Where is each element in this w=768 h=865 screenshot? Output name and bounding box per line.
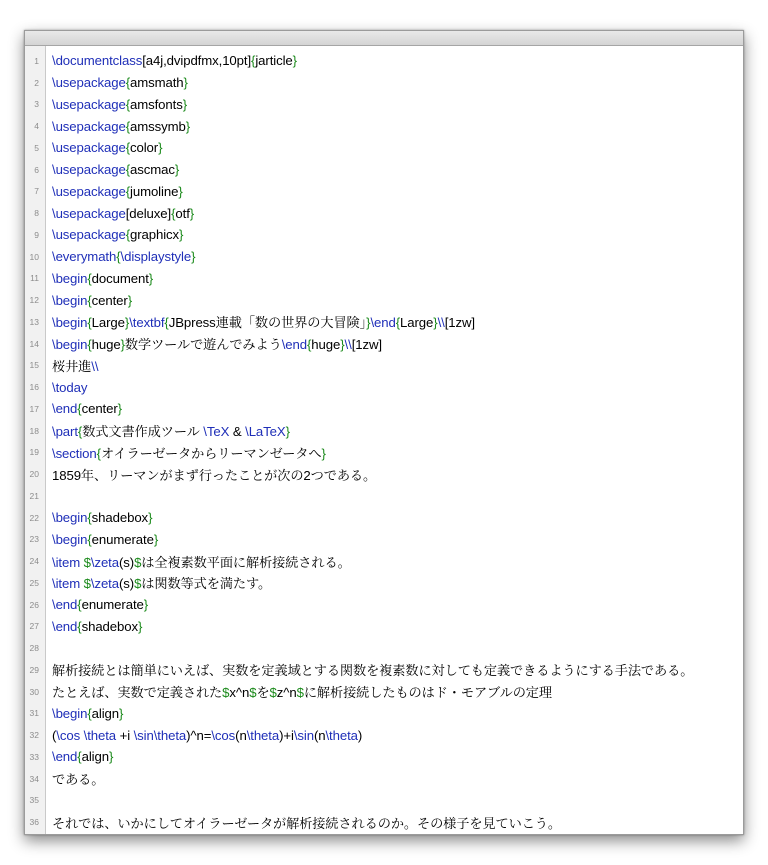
line-content — [52, 706, 123, 721]
code-token-text: ( — [52, 727, 57, 743]
code-token-text: align — [91, 705, 120, 721]
code-token-text: jumoline — [130, 183, 179, 199]
line-content — [52, 510, 152, 525]
code-token-brace: { — [87, 292, 92, 308]
line-content — [52, 271, 153, 286]
line-number: 20 — [29, 469, 39, 480]
code-token-brace: } — [138, 618, 143, 634]
code-token-cmd: \\ — [437, 315, 445, 331]
code-token-text: それでは、いかにしてオイラーゼータが解析接続されるのか。その様子を見ていこう。 — [52, 815, 561, 831]
code-token-brace: } — [433, 315, 438, 331]
code-line[interactable] — [25, 289, 743, 311]
line-number: 17 — [29, 403, 39, 414]
line-number: 8 — [34, 208, 39, 219]
code-token-cmd: \sin\theta — [133, 727, 187, 743]
code-token-cmd: \section — [52, 445, 97, 461]
line-content — [52, 334, 382, 353]
code-token-text: Large — [91, 315, 125, 331]
line-content — [52, 75, 188, 90]
code-token-cmd: \cos — [211, 727, 236, 743]
line-number: 27 — [29, 621, 39, 632]
code-token-cmd: \documentclass — [52, 53, 143, 69]
code-token-cmd: \begin — [52, 705, 88, 721]
code-token-text: たとえば、実数で定義された — [52, 685, 223, 701]
code-token-brace: } — [285, 424, 290, 440]
code-line[interactable] — [25, 703, 743, 725]
code-token-text: document — [91, 270, 149, 286]
code-token-text: 数学ツールで遊んでみよう — [124, 337, 282, 353]
code-token-cmd: \cos \theta — [56, 727, 117, 743]
code-token-text: )+i — [279, 727, 294, 743]
line-number: 10 — [29, 251, 39, 262]
code-token-brace: { — [116, 249, 121, 265]
code-token-cmd: \usepackage — [52, 75, 126, 91]
line-content — [52, 97, 187, 112]
code-token-text: [1zw] — [351, 337, 382, 353]
code-line[interactable] — [25, 463, 743, 485]
line-number: 3 — [34, 99, 39, 110]
code-token-cmd: \end — [52, 401, 78, 417]
line-content — [52, 401, 122, 416]
code-line[interactable] — [25, 355, 743, 377]
line-number: 14 — [29, 338, 39, 349]
code-token-brace: { — [87, 315, 92, 331]
line-content — [52, 597, 148, 612]
code-token-text: ) — [357, 727, 363, 743]
code-token-brace: } — [185, 118, 191, 134]
code-token-text: jarticle — [255, 53, 293, 69]
line-number: 32 — [29, 730, 39, 741]
line-number: 12 — [29, 295, 39, 306]
code-token-cmd: \usepackage — [52, 227, 126, 243]
code-line[interactable] — [25, 398, 743, 420]
line-number: 29 — [29, 664, 39, 675]
line-content — [52, 573, 271, 592]
line-number: 4 — [34, 121, 39, 132]
code-token-text: amsfonts — [130, 96, 183, 112]
code-token-brace: { — [125, 75, 130, 91]
code-token-math: $ — [83, 554, 91, 570]
code-token-text: 桜井進 — [52, 358, 92, 374]
code-token-text: JBpress連載「数の世界の大冒険」 — [168, 315, 367, 331]
code-token-text: [deluxe] — [125, 205, 172, 221]
code-line[interactable] — [25, 507, 743, 529]
code-token-brace: { — [395, 315, 401, 331]
code-line[interactable] — [25, 246, 743, 268]
code-token-text: enumerate — [81, 597, 144, 613]
code-line[interactable] — [25, 616, 743, 638]
code-token-cmd: \usepackage — [52, 162, 126, 178]
line-number: 7 — [34, 186, 39, 197]
code-token-text: center — [91, 292, 128, 308]
line-content — [52, 312, 475, 331]
code-token-cmd: \TeX — [203, 424, 230, 440]
code-token-cmd: \theta — [325, 727, 358, 743]
line-number: 2 — [34, 77, 39, 88]
code-token-text: shadebox — [91, 510, 149, 526]
code-token-brace: { — [87, 337, 92, 353]
code-token-brace: { — [125, 227, 130, 243]
line-number: 23 — [29, 534, 39, 545]
code-line[interactable] — [25, 724, 743, 746]
line-number: 26 — [29, 599, 39, 610]
code-token-cmd: \end — [52, 618, 78, 634]
code-line[interactable] — [25, 50, 743, 72]
code-token-text: [1zw] — [444, 315, 475, 331]
line-content — [52, 53, 297, 68]
code-line[interactable] — [25, 181, 743, 203]
line-number: 19 — [29, 447, 39, 458]
line-content — [52, 184, 183, 199]
code-line[interactable] — [25, 202, 743, 224]
code-line[interactable] — [25, 681, 743, 703]
code-token-brace: { — [87, 270, 92, 286]
code-line[interactable] — [25, 811, 743, 833]
code-token-math: $ — [134, 576, 142, 592]
line-number: 11 — [30, 273, 39, 284]
code-token-brace: { — [125, 96, 130, 112]
code-token-cmd: \item — [52, 554, 84, 570]
code-token-text: ascmac — [130, 162, 175, 178]
code-token-brace: { — [77, 749, 82, 765]
code-token-cmd: \theta — [246, 727, 280, 743]
code-token-brace: } — [183, 75, 188, 91]
code-line[interactable] — [25, 159, 743, 181]
code-token-text: enumerate — [91, 531, 154, 547]
code-token-cmd: \LaTeX — [245, 424, 286, 440]
code-line[interactable] — [25, 637, 743, 659]
code-token-brace: { — [96, 445, 101, 461]
code-line[interactable] — [25, 790, 743, 812]
line-content — [52, 206, 194, 221]
code-token-cmd: \\ — [344, 337, 352, 353]
code-token-brace: } — [117, 401, 122, 417]
editor-window — [24, 30, 744, 835]
line-content — [52, 813, 561, 832]
line-content — [52, 619, 142, 634]
code-token-text: )^n= — [186, 727, 212, 743]
code-token-cmd: \end — [52, 597, 78, 613]
code-token-cmd: \displaystyle — [120, 249, 192, 265]
line-number: 28 — [29, 643, 39, 654]
code-token-text: z^n — [276, 685, 297, 701]
line-number: 30 — [29, 686, 39, 697]
code-token-brace: { — [164, 315, 169, 331]
line-content — [52, 443, 326, 462]
code-token-brace: } — [119, 705, 124, 721]
line-content — [52, 769, 104, 788]
line-content — [52, 227, 183, 242]
code-line[interactable] — [25, 94, 743, 116]
code-token-cmd: \zeta — [90, 554, 119, 570]
code-line[interactable] — [25, 224, 743, 246]
line-content — [52, 660, 693, 679]
code-token-cmd: \usepackage — [52, 205, 126, 221]
code-token-brace: { — [87, 705, 92, 721]
code-token-brace: } — [148, 510, 153, 526]
code-token-text: x^n — [229, 685, 250, 701]
code-token-text: huge — [311, 337, 341, 353]
code-token-text: color — [130, 140, 159, 156]
code-line[interactable] — [25, 529, 743, 551]
line-content — [52, 552, 351, 571]
code-token-text: を — [256, 685, 270, 701]
line-number: 24 — [29, 556, 39, 567]
code-token-math: $ — [249, 685, 257, 701]
code-token-brace: } — [321, 445, 326, 461]
code-token-text: align — [81, 749, 109, 765]
line-content — [52, 421, 290, 440]
code-token-text: Large — [400, 315, 434, 331]
code-line[interactable] — [25, 115, 743, 137]
code-token-text: (s) — [118, 576, 135, 592]
code-token-cmd: \\ — [91, 358, 99, 374]
code-line[interactable] — [25, 746, 743, 768]
code-token-brace: { — [77, 401, 82, 417]
code-token-text: オイラーゼータからリーマンゼータへ — [100, 445, 322, 461]
code-token-brace: { — [125, 118, 130, 134]
code-token-text: は関数等式を満たす。 — [141, 576, 272, 592]
code-token-cmd: \begin — [52, 315, 88, 331]
code-token-brace: } — [108, 749, 114, 765]
code-token-brace: { — [77, 424, 83, 440]
line-content — [52, 749, 113, 764]
line-number: 16 — [29, 382, 39, 393]
code-token-text: 解析接続とは簡単にいえば、実数を定義域とする関数を複素数に対しても定義できるようにする手法である。 — [52, 663, 694, 679]
code-token-cmd: \begin — [52, 531, 88, 547]
code-token-brace: { — [171, 205, 176, 221]
code-line[interactable] — [25, 420, 743, 442]
code-token-cmd: \begin — [52, 510, 88, 526]
code-token-brace: { — [87, 510, 92, 526]
code-token-brace: } — [178, 183, 183, 199]
line-content — [52, 728, 362, 743]
code-token-brace: } — [189, 205, 195, 221]
code-token-brace: } — [153, 531, 159, 547]
code-token-text: +i — [116, 727, 134, 743]
code-token-cmd: \textbf — [129, 315, 165, 331]
code-token-cmd: \end — [370, 315, 396, 331]
code-token-cmd: \end — [281, 337, 307, 353]
line-number: 21 — [29, 490, 39, 501]
code-token-text: 数式文書作成ツール — [82, 424, 204, 440]
code-line[interactable] — [25, 550, 743, 572]
code-token-cmd: \begin — [52, 292, 88, 308]
code-token-cmd: \item — [52, 576, 84, 592]
code-line[interactable] — [25, 659, 743, 681]
code-line[interactable] — [25, 137, 743, 159]
code-token-brace: { — [125, 140, 130, 156]
line-number: 5 — [34, 142, 39, 153]
code-token-brace: } — [191, 249, 196, 265]
code-token-math: $ — [83, 576, 91, 592]
code-line[interactable] — [25, 442, 743, 464]
code-token-math: $ — [296, 685, 304, 701]
line-number: 35 — [29, 795, 39, 806]
code-token-cmd: \today — [52, 379, 88, 395]
line-number: 9 — [34, 229, 39, 240]
code-token-cmd: \usepackage — [52, 96, 126, 112]
code-line[interactable] — [25, 268, 743, 290]
code-token-brace: } — [340, 337, 345, 353]
code-token-cmd: \usepackage — [52, 140, 126, 156]
code-line[interactable] — [25, 333, 743, 355]
code-token-cmd: \sin — [293, 727, 314, 743]
line-content — [52, 682, 552, 701]
line-number: 22 — [29, 512, 39, 523]
code-line[interactable] — [25, 594, 743, 616]
code-token-text: [a4j,dvipdfmx,10pt] — [142, 53, 252, 69]
code-token-text: & — [229, 424, 246, 440]
code-token-cmd: \everymath — [52, 249, 117, 265]
code-line[interactable] — [25, 72, 743, 94]
code-token-text: (s) — [118, 554, 135, 570]
line-number: 25 — [29, 577, 39, 588]
code-token-brace: } — [366, 315, 371, 331]
code-token-math: $ — [222, 685, 230, 701]
code-token-cmd: \part — [52, 424, 78, 440]
line-content — [52, 380, 87, 395]
line-content — [52, 140, 162, 155]
line-content — [52, 119, 190, 134]
line-number: 15 — [29, 360, 39, 371]
code-token-brace: } — [124, 315, 130, 331]
code-token-brace: } — [174, 162, 180, 178]
code-token-text: である。 — [52, 772, 105, 788]
line-number: 34 — [29, 773, 39, 784]
code-token-text: graphicx — [130, 227, 180, 243]
code-line[interactable] — [25, 311, 743, 333]
code-token-brace: } — [127, 292, 133, 308]
line-content — [52, 293, 132, 308]
code-line[interactable] — [25, 376, 743, 398]
line-content — [52, 356, 98, 375]
code-token-brace: } — [182, 96, 188, 112]
code-token-math: $ — [134, 554, 142, 570]
code-token-brace: { — [77, 618, 82, 634]
code-lines — [25, 50, 743, 833]
code-line[interactable] — [25, 485, 743, 507]
code-token-brace: { — [251, 53, 256, 69]
code-token-cmd: \usepackage — [52, 183, 126, 199]
line-number: 18 — [29, 425, 39, 436]
code-token-cmd: \usepackage — [52, 118, 126, 134]
code-token-brace: { — [125, 162, 130, 178]
code-token-brace: { — [306, 337, 312, 353]
code-token-cmd: \zeta — [90, 576, 119, 592]
code-token-text: shadebox — [81, 618, 138, 634]
code-line[interactable] — [25, 572, 743, 594]
code-token-cmd: \end — [52, 749, 78, 765]
line-content — [52, 249, 195, 264]
window-titlebar[interactable] — [25, 31, 743, 46]
line-content — [52, 162, 179, 177]
code-token-text: に解析接続したものはド・モアブルの定理 — [303, 685, 552, 701]
code-token-text: amssymb — [130, 118, 186, 134]
code-token-brace: { — [125, 183, 130, 199]
line-number: 6 — [34, 164, 39, 175]
code-token-brace: } — [158, 140, 163, 156]
line-content — [52, 465, 376, 484]
code-token-text: は全複素数平面に解析接続される。 — [141, 554, 351, 570]
code-token-text: otf — [175, 205, 190, 221]
code-token-math: $ — [269, 685, 277, 701]
line-number: 13 — [29, 316, 39, 327]
code-token-text: (n — [313, 727, 326, 743]
code-token-brace: } — [148, 270, 154, 286]
code-token-brace: } — [179, 227, 184, 243]
code-token-brace: } — [120, 337, 125, 353]
code-token-brace: { — [77, 597, 82, 613]
code-token-text: 1859年、リーマンがまず行ったことが次の2つである。 — [52, 467, 377, 483]
code-token-cmd: \begin — [52, 337, 88, 353]
code-editor[interactable] — [25, 46, 743, 834]
code-token-text: center — [81, 401, 118, 417]
line-content — [52, 532, 158, 547]
line-number: 36 — [29, 817, 39, 828]
code-token-text: huge — [91, 337, 121, 353]
code-token-cmd: \begin — [52, 270, 88, 286]
code-token-text: amsmath — [130, 75, 184, 91]
line-number: 31 — [29, 708, 39, 719]
code-token-brace: { — [87, 531, 92, 547]
line-number: 33 — [29, 751, 39, 762]
code-token-brace: } — [292, 53, 297, 69]
line-number: 1 — [34, 55, 39, 66]
code-token-brace: } — [143, 597, 149, 613]
code-line[interactable] — [25, 768, 743, 790]
code-token-text: (n — [235, 727, 247, 743]
